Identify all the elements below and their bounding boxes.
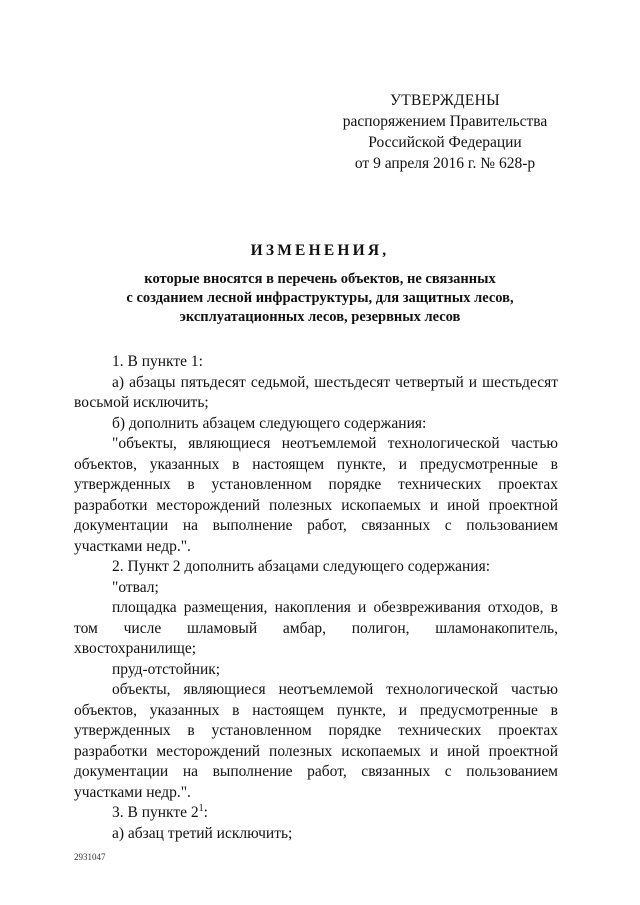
paragraph: "отвал;: [112, 578, 159, 596]
heading-subtitle-3: эксплуатационных лесов, резервных лесов: [179, 309, 461, 325]
paragraph: а) абзацы пятьдесят седьмой, шестьдесят четвертый и шестьдесят восьмой исключить;: [74, 373, 558, 411]
document-title: ИЗМЕНЕНИЯ,: [250, 242, 390, 259]
paragraph: объекты, являющиеся неотъемлемой технологической частью объектов, указанных в настоящем пункте, и предусмотренные в утвержденных в установленном порядке технических проектах разработки месторождений полезных ископаемых и иной проектной документации на выполнение работ, связанных с пользованием участками недр.".: [74, 681, 558, 801]
document-body: [74, 352, 558, 844]
paragraph: 2. Пункт 2 дополнить абзацами следующего содержания:: [112, 558, 491, 575]
approval-line-2: Российской Федерации: [368, 134, 522, 151]
heading-subtitle-1: которые вносятся в перечень объектов, не связанных: [144, 271, 496, 287]
document-heading: [60, 242, 580, 327]
paragraph: пруд-отстойник;: [112, 660, 221, 678]
paragraph: площадка размещения, накопления и обезвреживания отходов, в том числе шламовый амбар, полигон, шламонакопитель, хвостохранилище;: [74, 599, 558, 657]
paragraph: "объекты, являющиеся неотъемлемой технологической частью объектов, указанных в настоящем пункте, и предусмотренные в утвержденных в установленном порядке технических проектах разработки месторождений полезных ископаемых и иной проектной документации на выполнение работ, связанных с пользованием участками недр.".: [74, 435, 558, 555]
paragraph: [74, 803, 558, 824]
superscript: 1: [198, 802, 204, 814]
approval-line-1: распоряжением Правительства: [342, 113, 548, 130]
approval-line-3: от 9 апреля 2016 г. № 628-р: [354, 155, 536, 172]
heading-subtitle-2: с созданием лесной инфраструктуры, для защитных лесов,: [126, 290, 514, 306]
footer-code: 2931047: [74, 852, 106, 862]
paragraph: 1. В пункте 1:: [112, 353, 203, 370]
paragraph-text: 3. В пункте 2: [112, 804, 199, 821]
paragraph-text: :: [203, 804, 208, 821]
paragraph: а) абзац третий исключить;: [112, 824, 293, 842]
paragraph: б) дополнить абзацем следующего содержания:: [112, 414, 427, 432]
approval-stamp: УТВЕРЖДЕНЫ: [390, 92, 500, 109]
approval-block: [320, 90, 570, 174]
